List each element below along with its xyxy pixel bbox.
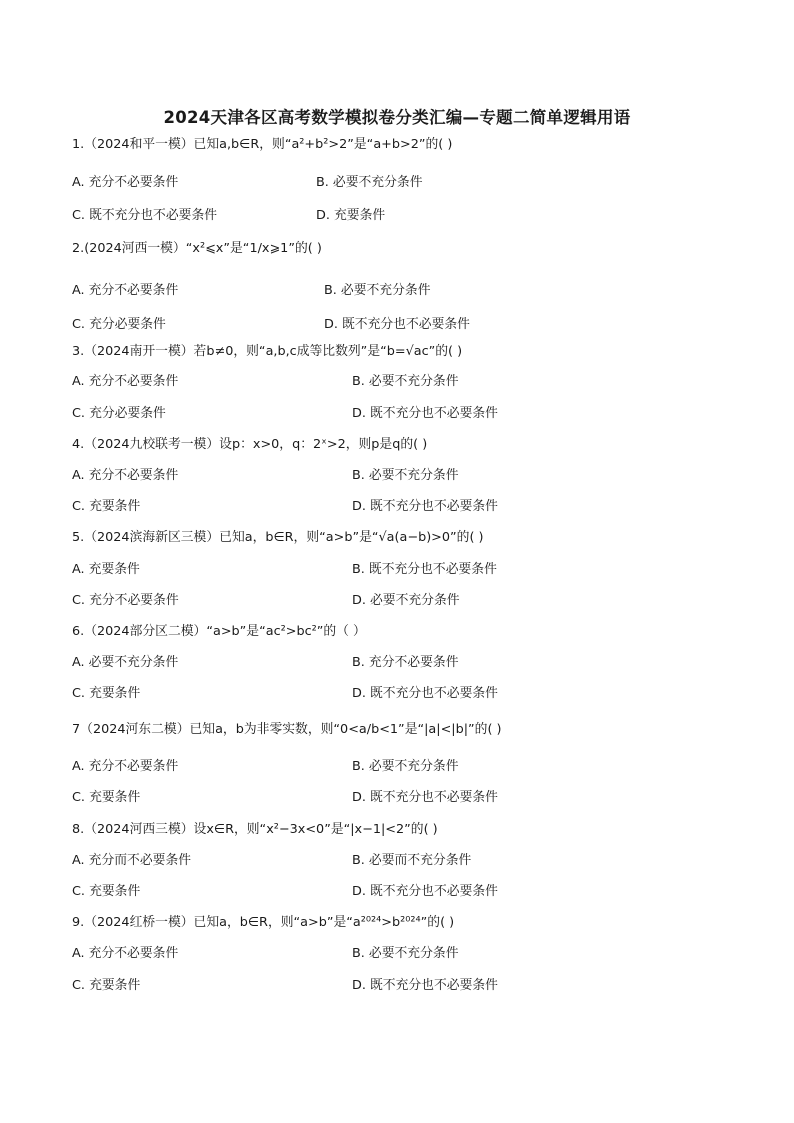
q8-option-d: D. 既不充分也不必要条件: [352, 884, 498, 899]
q7-option-c: C. 充要条件: [72, 790, 141, 805]
page-title: 2024天津各区高考数学模拟卷分类汇编—专题二简单逻辑用语: [163, 108, 631, 127]
question-5: 5.（2024滨海新区三模）已知a，b∈R，则“a>b”是“√a(a−b)>0”的( ): [72, 530, 484, 545]
question-1: 1.（2024和平一模）已知a,b∈R，则“a²+b²>2”是“a+b>2”的( ): [72, 137, 453, 152]
q6-option-a: A. 必要不充分条件: [72, 655, 179, 670]
q4-option-c: C. 充要条件: [72, 499, 141, 514]
q2-option-d: D. 既不充分也不必要条件: [324, 317, 470, 332]
q8-option-b: B. 必要而不充分条件: [352, 853, 472, 868]
q6-option-b: B. 充分不必要条件: [352, 655, 459, 670]
q1-option-d: D. 充要条件: [316, 208, 386, 223]
question-4: 4.（2024九校联考一模）设p：x>0，q：2ˣ>2，则p是q的( ): [72, 437, 428, 452]
q7-option-d: D. 既不充分也不必要条件: [352, 790, 498, 805]
q8-option-c: C. 充要条件: [72, 884, 141, 899]
q5-option-d: D. 必要不充分条件: [352, 593, 460, 608]
q5-option-a: A. 充要条件: [72, 562, 140, 577]
question-6: 6.（2024部分区二模）“a>b”是“ac²>bc²”的（ ）: [72, 624, 366, 639]
q5-option-b: B. 既不充分也不必要条件: [352, 562, 497, 577]
q9-option-d: D. 既不充分也不必要条件: [352, 978, 498, 993]
q2-option-a: A. 充分不必要条件: [72, 283, 179, 298]
q7-option-a: A. 充分不必要条件: [72, 759, 179, 774]
q3-option-a: A. 充分不必要条件: [72, 374, 179, 389]
q1-option-a: A. 充分不必要条件: [72, 175, 179, 190]
q9-option-b: B. 必要不充分条件: [352, 946, 459, 961]
q6-option-d: D. 既不充分也不必要条件: [352, 686, 498, 701]
q1-option-c: C. 既不充分也不必要条件: [72, 208, 218, 223]
q3-option-b: B. 必要不充分条件: [352, 374, 459, 389]
q3-option-d: D. 既不充分也不必要条件: [352, 406, 498, 421]
question-2: 2.(2024河西一模）“x²⩽x”是“1/x⩾1”的( ): [72, 241, 322, 256]
q2-option-b: B. 必要不充分条件: [324, 283, 431, 298]
question-3: 3.（2024南开一模）若b≠0，则“a,b,c成等比数列”是“b=√ac”的( ): [72, 344, 463, 359]
q6-option-c: C. 充要条件: [72, 686, 141, 701]
q9-option-c: C. 充要条件: [72, 978, 141, 993]
q8-option-a: A. 充分而不必要条件: [72, 853, 192, 868]
q2-option-c: C. 充分必要条件: [72, 317, 166, 332]
q4-option-d: D. 既不充分也不必要条件: [352, 499, 498, 514]
q3-option-c: C. 充分必要条件: [72, 406, 166, 421]
q1-option-b: B. 必要不充分条件: [316, 175, 423, 190]
q4-option-b: B. 必要不充分条件: [352, 468, 459, 483]
q5-option-c: C. 充分不必要条件: [72, 593, 179, 608]
question-9: 9.（2024红桥一模）已知a，b∈R，则“a>b”是“a²⁰²⁴>b²⁰²⁴”的( ): [72, 915, 455, 930]
q7-option-b: B. 必要不充分条件: [352, 759, 459, 774]
question-8: 8.（2024河西三模）设x∈R，则“x²−3x<0”是“|x−1|<2”的( ): [72, 822, 438, 837]
q4-option-a: A. 充分不必要条件: [72, 468, 179, 483]
question-7: 7（2024河东二模）已知a，b为非零实数，则“0<a/b<1”是“|a|<|b|”的( ): [72, 722, 502, 737]
q9-option-a: A. 充分不必要条件: [72, 946, 179, 961]
